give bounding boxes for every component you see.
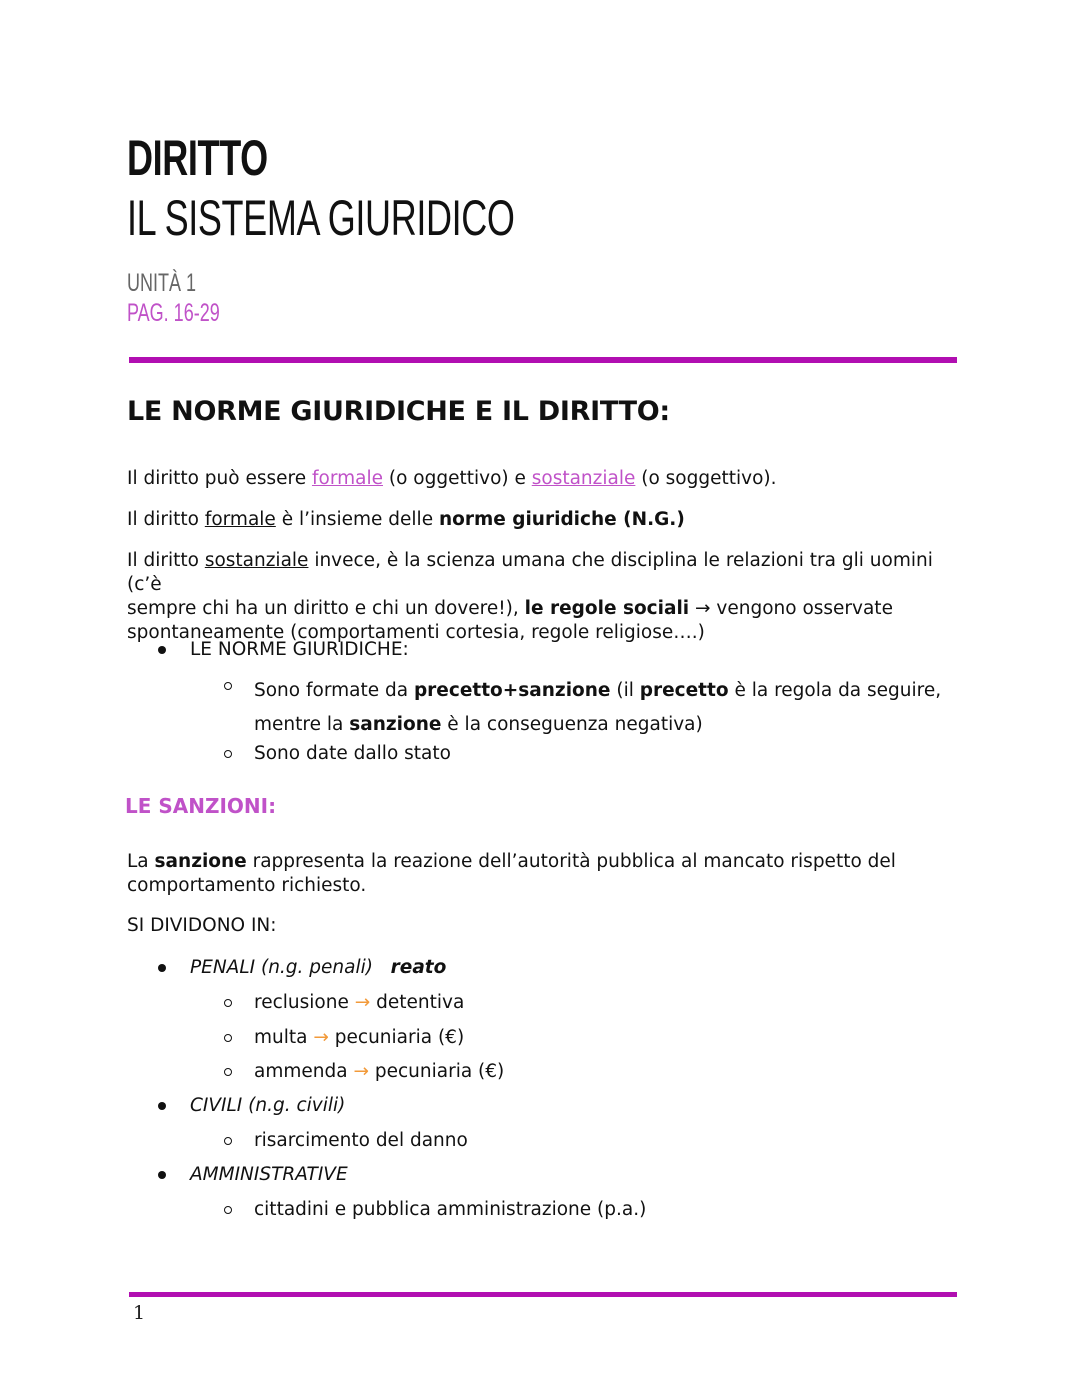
list-subitem-ammenda: ammenda → pecuniaria (€) — [254, 1061, 505, 1082]
list-subitem-reclusione: reclusione → detentiva — [254, 992, 465, 1013]
list-item-civili: CIVILI (n.g. civili) — [190, 1095, 346, 1116]
list-subitem-precetto: Sono formate da precetto+sanzione (il precetto è la regola da seguire, mentre la sanzione è la conseguenza negativa) — [254, 680, 942, 735]
bullet-icon — [158, 1171, 166, 1179]
section-heading-sanzioni: LE SANZIONI: — [125, 794, 277, 818]
footer-divider — [129, 1292, 957, 1297]
paragraph-sostanziale: Il diritto sostanziale invece, è la scienza umana che disciplina le relazioni tra gli uomini (c’è sempre chi ha un diritto e chi un dovere!), le regole sociali → vengono osservate spontaneamente (comportamenti cortesia, regole religiose….) — [127, 550, 933, 643]
bullet-icon — [158, 1102, 166, 1110]
list-item-penali: PENALI (n.g. penali) reato — [190, 957, 447, 978]
bullet-icon — [158, 964, 166, 972]
list-subitem-cittadini: cittadini e pubblica amministrazione (p.a.) — [254, 1199, 647, 1220]
circle-bullet-icon — [224, 750, 232, 758]
arrow-icon: → — [354, 992, 371, 1013]
paragraph-sanzione: La sanzione rappresenta la reazione dell’autorità pubblica al mancato rispetto del comportamento richiesto. — [127, 851, 896, 896]
page-number: 1 — [133, 1302, 146, 1324]
document-title — [127, 128, 515, 248]
paragraph-si-dividono: SI DIVIDONO IN: — [127, 915, 277, 936]
unit-info — [127, 268, 220, 328]
paragraph-formale: Il diritto formale è l’insieme delle norme giuridiche (N.G.) — [127, 509, 685, 530]
circle-bullet-icon — [224, 1068, 232, 1076]
list-subitem-risarcimento: risarcimento del danno — [254, 1130, 468, 1151]
list-item-amministrative: AMMINISTRATIVE — [190, 1164, 348, 1185]
list-subitem-multa: multa → pecuniaria (€) — [254, 1027, 465, 1048]
link-formale[interactable]: formale — [311, 468, 383, 489]
arrow-icon: → — [353, 1061, 369, 1082]
circle-bullet-icon — [224, 999, 232, 1007]
title-line-2: IL SISTEMA GIURIDICO — [127, 190, 515, 246]
link-sostanziale[interactable]: sostanziale — [531, 468, 636, 489]
pages-label: PAG. 16-29 — [127, 299, 220, 327]
list-item-norme: LE NORME GIURIDICHE: — [190, 639, 409, 660]
list-subitem-stato: Sono date dallo stato — [254, 743, 451, 764]
title-line-1: DIRITTO — [127, 130, 268, 186]
circle-bullet-icon — [224, 1206, 232, 1214]
bullet-icon — [158, 646, 166, 654]
arrow-icon: → — [313, 1027, 329, 1048]
header-divider — [129, 357, 957, 363]
section-heading-norme: LE NORME GIURIDICHE E IL DIRITTO: — [127, 396, 670, 427]
circle-bullet-icon — [224, 682, 232, 690]
circle-bullet-icon — [224, 1034, 232, 1042]
circle-bullet-icon — [224, 1137, 232, 1145]
paragraph-diritto: Il diritto può essere formale (o oggettivo) e sostanziale (o soggettivo). — [127, 468, 777, 489]
unit-label: UNITÀ 1 — [127, 269, 197, 297]
